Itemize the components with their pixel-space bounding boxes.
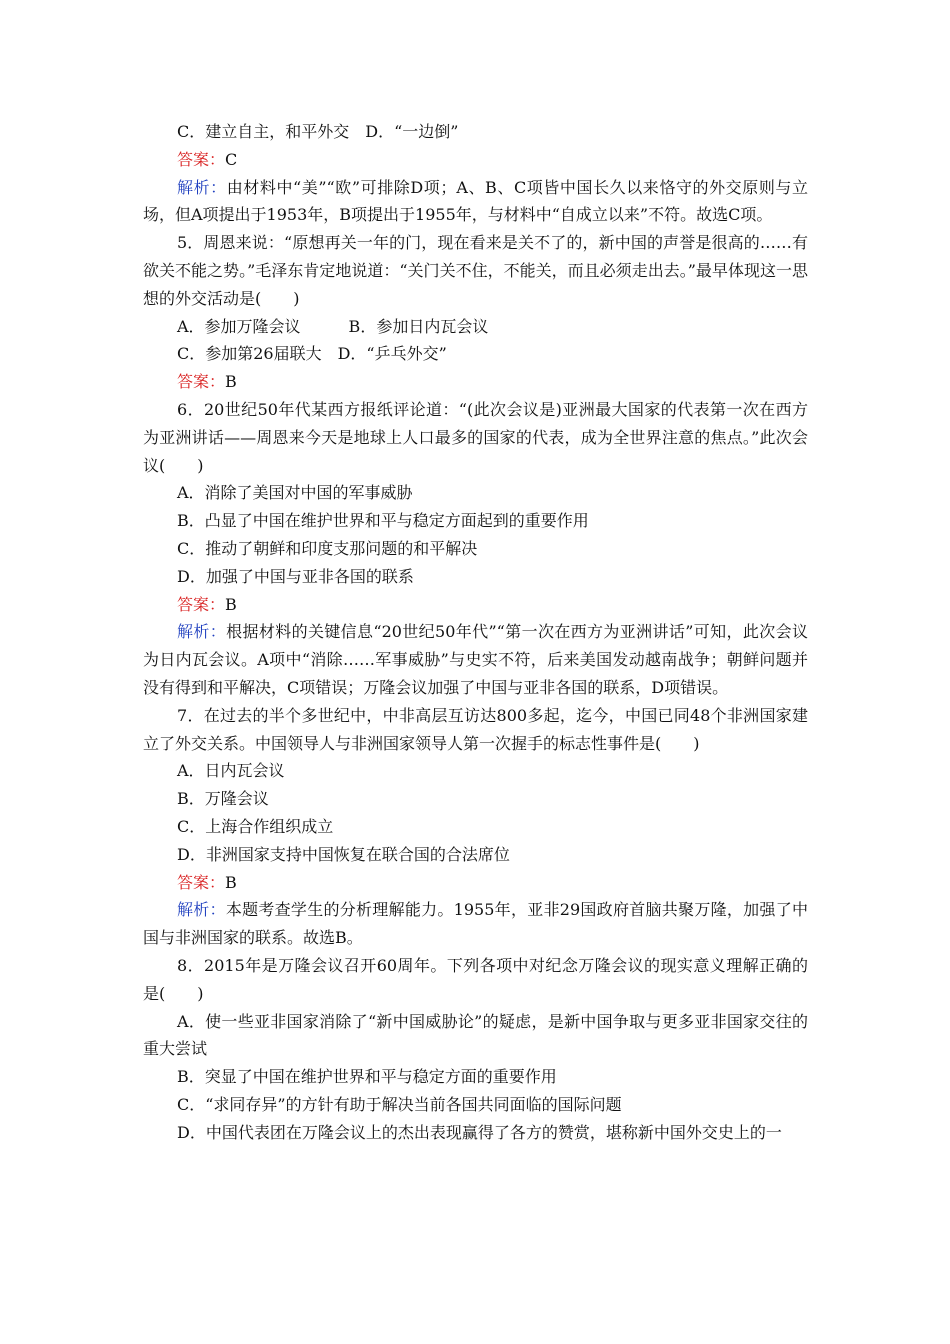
q8-option-a: A．使一些亚非国家消除了“新中国威胁论”的疑虑，是新中国争取与更多亚非国家交往的重大尝试 [143, 1011, 808, 1059]
answer-value: C [225, 149, 238, 169]
q8-option-d: D．中国代表团在万隆会议上的杰出表现赢得了各方的赞赏，堪称新中国外交史上的一 [177, 1122, 782, 1142]
answer-label: 答案： [177, 594, 226, 614]
q7-option-c: C．上海合作组织成立 [177, 816, 334, 836]
answer-value: B [225, 594, 237, 614]
analysis-text: 本题考查学生的分析理解能力。1955年，亚非29国政府首脑共聚万隆，加强了中国与非洲国家的联系。故选B。 [143, 900, 808, 948]
q7-option-a: A．日内瓦会议 [177, 761, 285, 781]
q5-stem: 5．周恩来说：“原想再关一年的门，现在看来是关不了的，新中国的声誉是很高的……有欲关不能之势。”毛泽东肯定地说道：“关门关不住，不能关，而且必须走出去。”最早体现这一思想的外交活动是( ) [143, 233, 808, 308]
answer-label: 答案： [177, 372, 226, 392]
q5-options-cd: C．参加第26届联大 D．“乒乓外交” [177, 344, 447, 364]
q6-option-b: B．凸显了中国在维护世界和平与稳定方面起到的重要作用 [177, 511, 589, 531]
q5-options-ab: A．参加万隆会议 B．参加日内瓦会议 [177, 316, 489, 336]
analysis-text: 根据材料的关键信息“20世纪50年代”“第一次在西方为亚洲讲话”可知，此次会议为日内瓦会议。A项中“消除……军事威胁”与史实不符，后来美国发动越南战争；朝鲜问题并没有得到和平解决，C项错误；万隆会议加强了中国与亚非各国的联系，D项错误。 [143, 622, 808, 697]
q5-answer [143, 368, 808, 396]
answer-label: 答案： [177, 149, 226, 169]
q8-stem: 8．2015年是万隆会议召开60周年。下列各项中对纪念万隆会议的现实意义理解正确的是( ) [143, 955, 808, 1003]
q4-options-cd: C．建立自主，和平外交 D．“一边倒” [177, 122, 459, 141]
document-body [143, 118, 808, 1146]
answer-value: B [225, 872, 237, 892]
q7-stem: 7．在过去的半个多世纪中，中非高层互访达800多起，迄今，中国已同48个非洲国家建立了外交关系。中国领导人与非洲国家领导人第一次握手的标志性事件是( ) [143, 705, 808, 753]
q7-analysis [143, 896, 808, 952]
q4-answer [143, 146, 808, 174]
analysis-label: 解析： [177, 177, 227, 197]
answer-label: 答案： [177, 872, 226, 892]
q6-option-d: D．加强了中国与亚非各国的联系 [177, 566, 414, 586]
q6-analysis [143, 618, 808, 701]
q7-option-d: D．非洲国家支持中国恢复在联合国的合法席位 [177, 844, 510, 864]
q4-analysis [143, 174, 808, 230]
q6-stem: 6．20世纪50年代某西方报纸评论道：“(此次会议是)亚洲最大国家的代表第一次在西方为亚洲讲话——周恩来今天是地球上人口最多的国家的代表，成为全世界注意的焦点。”此次会议( ) [143, 399, 808, 475]
q8-option-b: B．突显了中国在维护世界和平与稳定方面的重要作用 [177, 1067, 557, 1087]
q7-answer [143, 869, 808, 897]
q7-option-b: B．万隆会议 [177, 789, 269, 809]
answer-value: B [225, 372, 237, 392]
q6-option-a: A．消除了美国对中国的军事威胁 [177, 483, 413, 503]
q6-option-c: C．推动了朝鲜和印度支那问题的和平解决 [177, 538, 478, 558]
q6-answer [143, 591, 808, 619]
analysis-label: 解析： [177, 622, 227, 642]
q8-option-c: C．“求同存异”的方针有助于解决当前各国共同面临的国际问题 [177, 1094, 622, 1114]
analysis-label: 解析： [177, 900, 226, 920]
analysis-text: 由材料中“美”“欧”可排除D项；A、B、C项皆中国长久以来恪守的外交原则与立场，但A项提出于1953年，B项提出于1955年，与材料中“自成立以来”不符。故选C项。 [143, 177, 808, 225]
